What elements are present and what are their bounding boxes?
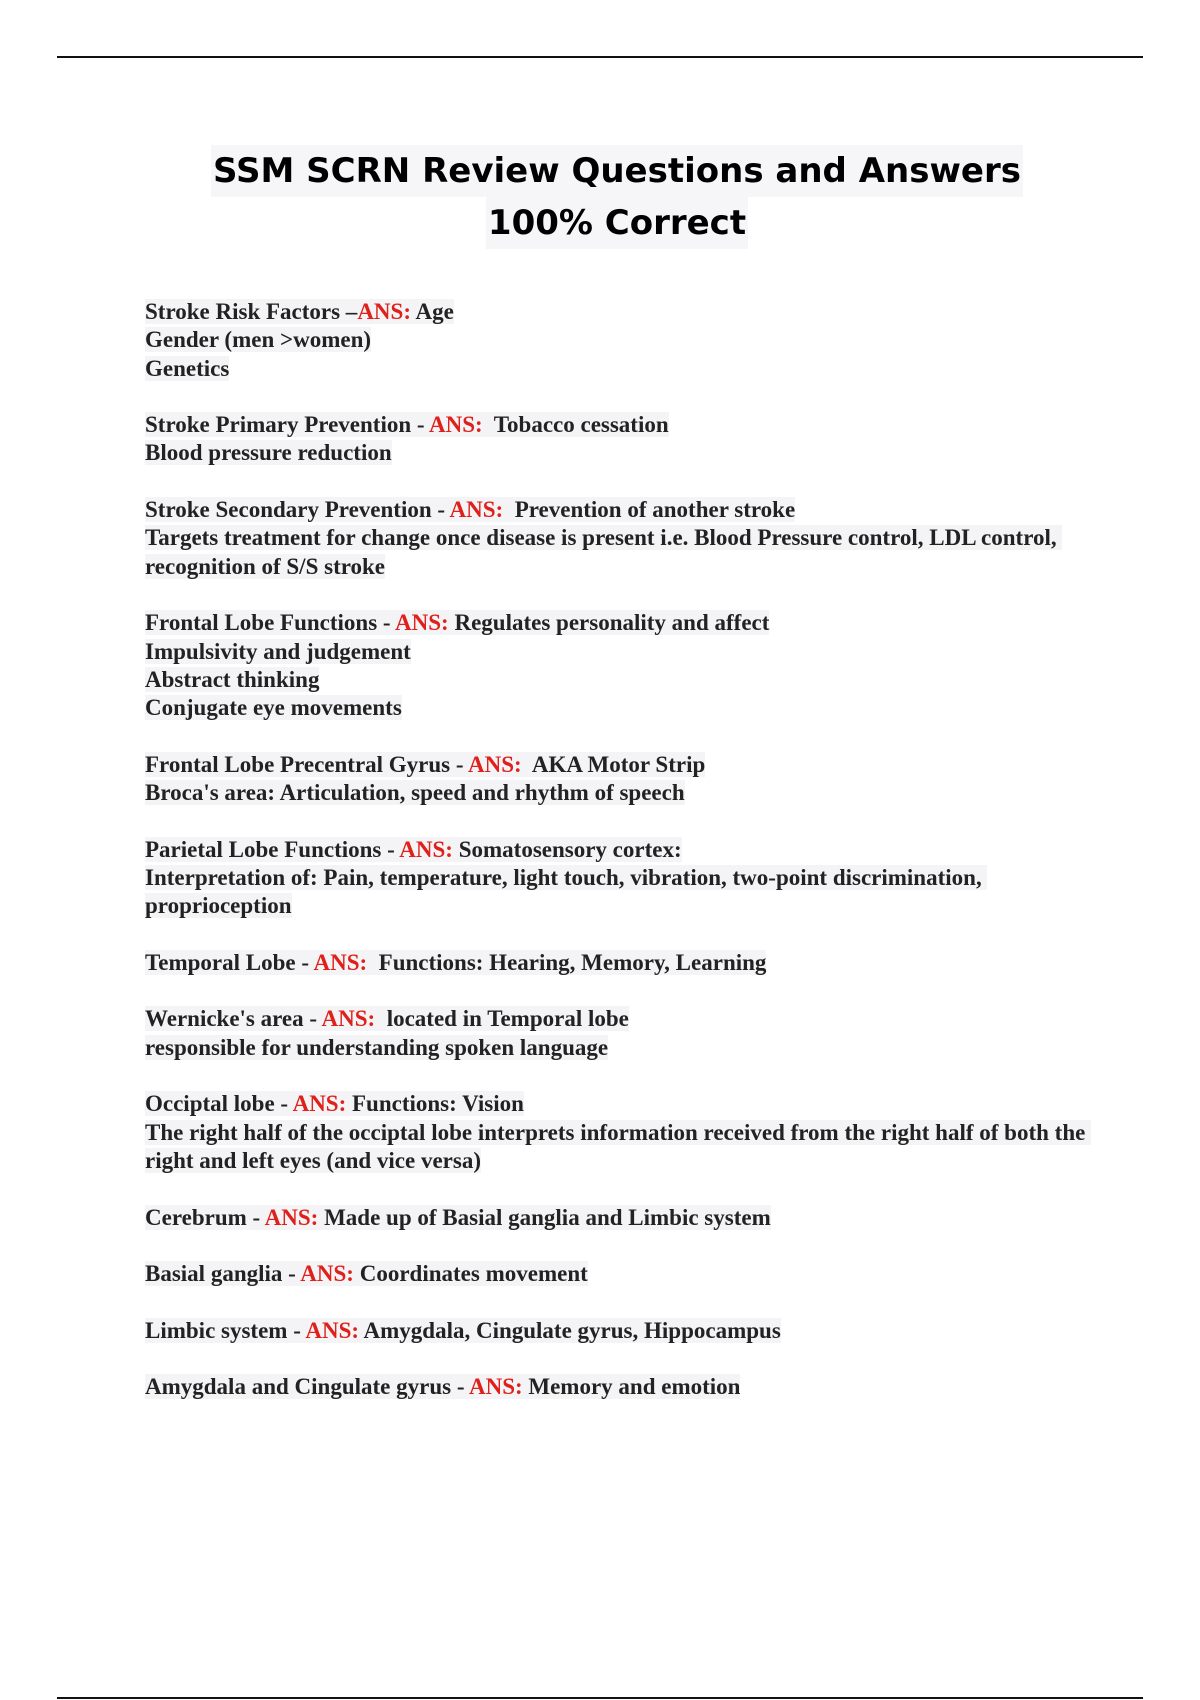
qa-answer: Age [410, 299, 454, 324]
ans-label: ANS: [395, 610, 449, 636]
qa-term: Basial ganglia - [145, 1261, 301, 1287]
qa-extra-line: Interpretation of: Pain, temperature, light touch, vibration, two-point discrimination, proprioception [145, 864, 988, 919]
title-line-1: SSM SCRN Review Questions and Answers [211, 145, 1023, 197]
qa-answer: Coordinates movement [353, 1261, 588, 1287]
qa-term: Occiptal lobe - [145, 1091, 293, 1117]
qa-extra-line: Genetics [145, 355, 230, 381]
title-line-2: 100% Correct [486, 197, 748, 249]
qa-extra-line: responsible for understanding spoken language [145, 1034, 609, 1060]
qa-extra-line: Blood pressure reduction [145, 440, 392, 466]
qa-answer: Memory and emotion [522, 1374, 741, 1400]
qa-item-occipital-lobe [145, 1090, 1095, 1175]
qa-extra-line: The right half of the occiptal lobe interprets information received from the right half of both the right and left eyes (and vice versa) [145, 1119, 1092, 1173]
ans-label: ANS: [468, 751, 522, 777]
qa-item-secondary-prevention [145, 496, 1095, 581]
qa-answer: Prevention of another stroke [503, 497, 796, 523]
qa-answer: AKA Motor Strip [521, 751, 706, 777]
ans-label: ANS: [305, 1317, 360, 1343]
qa-term: Stroke Secondary Prevention - [145, 497, 450, 523]
qa-term: Limbic system - [145, 1317, 306, 1343]
qa-term: Cerebrum - [145, 1204, 265, 1230]
qa-answer: Made up of Basial ganglia and Limbic system [318, 1204, 771, 1230]
header-rule [57, 56, 1143, 58]
qa-item-limbic-system [145, 1317, 1095, 1345]
ans-label: ANS: [468, 1374, 523, 1400]
qa-item-amygdala-cingulate [145, 1373, 1095, 1401]
ans-label: ANS: [449, 497, 504, 523]
qa-term: Frontal Lobe Functions - [145, 610, 396, 636]
qa-answer: Amygdala, Cingulate gyrus, Hippocampus [359, 1317, 781, 1343]
ans-label: ANS: [264, 1204, 319, 1230]
qa-term: Wernicke's area - [145, 1006, 322, 1032]
ans-label: ANS: [321, 1006, 376, 1032]
qa-extra-line: Impulsivity and judgement [145, 638, 411, 664]
qa-answer: Functions: Vision [346, 1091, 524, 1117]
qa-item-basial-ganglia [145, 1260, 1095, 1288]
qa-term: Parietal Lobe Functions - [145, 836, 400, 862]
qa-answer: Tobacco cessation [482, 412, 669, 438]
qa-extra-line: Gender (men >women) [145, 327, 372, 353]
qa-extra-line: Targets treatment for change once disease is present i.e. Blood Pressure control, LDL control, recognition of S/S stroke [145, 525, 1063, 579]
ans-label: ANS: [357, 299, 411, 324]
qa-extra-line: Broca's area: Articulation, speed and rhythm of speech [145, 780, 685, 806]
qa-term: Temporal Lobe - [145, 949, 314, 975]
qa-item-primary-prevention [145, 411, 1095, 468]
qa-item-frontal-lobe-functions [145, 609, 1095, 722]
ans-label: ANS: [399, 836, 453, 862]
qa-item-temporal-lobe [145, 949, 1095, 977]
qa-answer: Functions: Hearing, Memory, Learning [367, 949, 767, 975]
qa-term: Amygdala and Cingulate gyrus - [145, 1374, 469, 1400]
qa-item-cerebrum [145, 1204, 1095, 1232]
footer-rule [57, 1697, 1143, 1699]
qa-term: Stroke Primary Prevention - [145, 412, 430, 438]
qa-answer: Somatosensory cortex: [452, 836, 682, 862]
qa-term: Frontal Lobe Precentral Gyrus - [145, 751, 469, 777]
document-title [0, 145, 1200, 249]
ans-label: ANS: [292, 1091, 347, 1117]
ans-label: ANS: [300, 1261, 354, 1287]
qa-item-risk-factors [145, 298, 1095, 383]
qa-item-precentral-gyrus [145, 751, 1095, 808]
qa-item-wernickes-area [145, 1005, 1095, 1062]
ans-label: ANS: [313, 949, 368, 975]
qa-answer: located in Temporal lobe [375, 1006, 629, 1032]
qa-list [145, 298, 1095, 1430]
qa-term: Stroke Risk Factors – [145, 299, 358, 324]
qa-answer: Regulates personality and affect [448, 610, 770, 636]
ans-label: ANS: [429, 412, 483, 438]
qa-item-parietal-lobe [145, 836, 1095, 921]
qa-extra-line: Conjugate eye movements [145, 695, 402, 721]
qa-extra-line: Abstract thinking [145, 666, 320, 692]
